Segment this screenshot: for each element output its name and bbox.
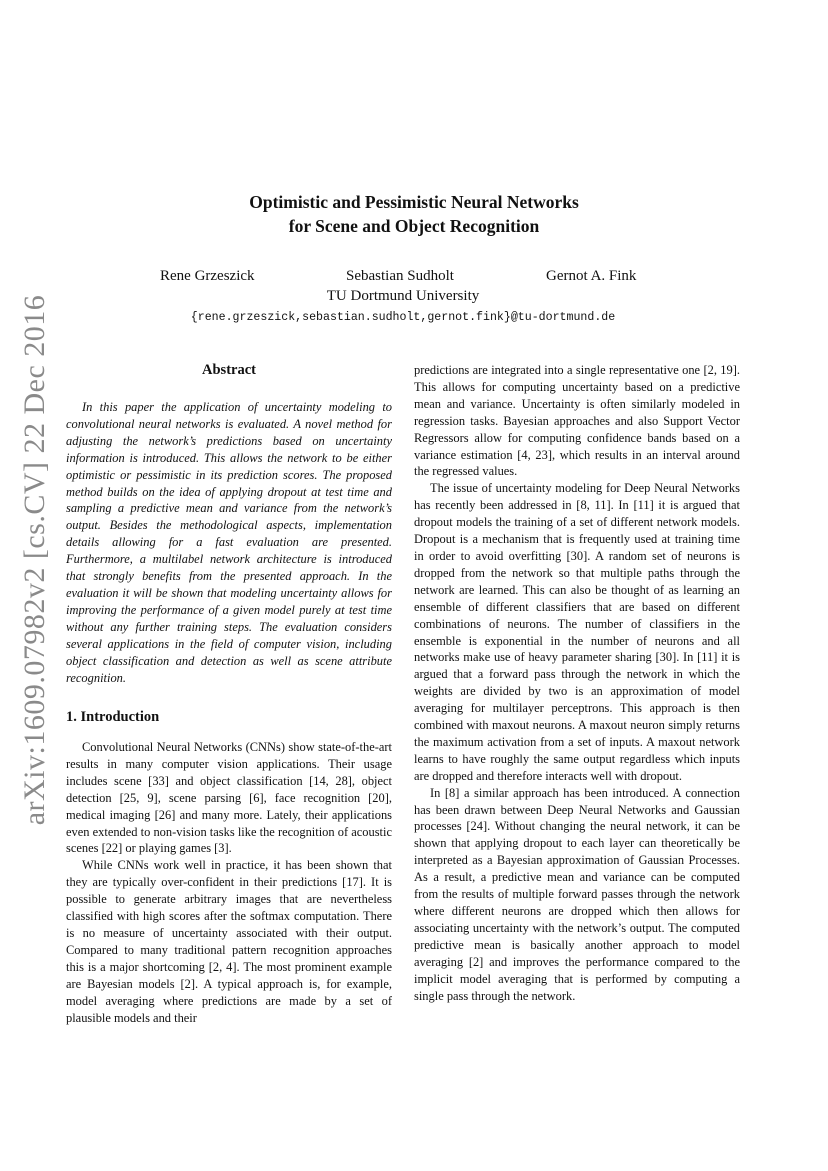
right-paragraph-3: In [8] a similar approach has been introduced. A connection has been drawn between Deep Neural Networks and Gaussian processes [24]. Without changing the neural network, it can be shown that applying dropout to each layer can theoretically be interpreted as a Bayesian approximation of Gaussian Processes. As a result, a predictive mean and variance can be computed from the results of multiple forward passes through the network where different neurons are dropped which then allows for associating uncertainty with the network’s output. The computed predictive mean is basically another approach to model averaging [2] and improves the performance compared to the implicit model averaging that is performed by computing a single pass through the network. — [414, 785, 740, 1003]
right-column-body — [414, 362, 740, 1004]
paper-title — [0, 190, 828, 238]
arxiv-identifier: arXiv:1609.07982v2 [cs.CV] 22 Dec 2016 — [18, 294, 51, 826]
intro-paragraph-1: Convolutional Neural Networks (CNNs) show state-of-the-art results in many computer vision applications. Their usage includes scene [33] and object classification [14, 28], object detection [25, 9], scene parsing [6], face recognition [20], medical imaging [26] and many more. Lately, their applications even extended to non-vision tasks like the recognition of acoustic scenes [22] or playing games [3]. — [66, 740, 392, 856]
author-2: Sebastian Sudholt — [346, 268, 454, 284]
author-3: Gernot A. Fink — [546, 268, 637, 284]
author-emails: {rene.grzeszick,sebastian.sudholt,gernot.fink}@tu-dortmund.de — [190, 311, 616, 324]
abstract-heading: Abstract — [202, 362, 256, 378]
abstract-body — [66, 399, 392, 686]
introduction-heading: 1. Introduction — [66, 709, 160, 725]
intro-paragraph-2: While CNNs work well in practice, it has been shown that they are typically over-confident in their predictions [17]. It is possible to generate arbitrary images that are nevertheless classified with high scores after the softmax computation. There is no measure of uncertainty associated with their output. Compared to many traditional pattern recognition approaches this is a major shortcoming [2, 4]. The most prominent example are Bayesian models [2]. A typical approach is, for example, model averaging where predictions are made by a set of plausible models and their — [66, 858, 392, 1025]
introduction-body — [66, 739, 392, 1026]
title-line-1: Optimistic and Pessimistic Neural Networks — [249, 192, 579, 212]
affiliation: TU Dortmund University — [326, 288, 480, 304]
abstract-paragraph: In this paper the application of uncertainty modeling to convolutional neural networks is evaluated. A novel method for adjusting the network’s predictions based on uncertainty information is introduced. This allows the network to be either optimistic or pessimistic in its prediction scores. The proposed method builds on the idea of applying dropout at test time and sampling a predictive mean and variance from the network’s output. Besides the methodological aspects, implementation details allowing for a fast evaluation are presented. Furthermore, a multilabel network architecture is introduced that strongly benefits from the presented approach. In the evaluation it will be shown that modeling uncertainty allows for improving the performance of a given model purely at test time without any further training steps. The evaluation considers several applications in the field of computer vision, including object classification and detection as well as scene attribute recognition. — [66, 400, 392, 685]
right-paragraph-2: The issue of uncertainty modeling for Deep Neural Networks has recently been addressed in [8, 11]. In [11] it is argued that dropout models the training of a set of different network models. Dropout is a mechanism that is frequently used at training time in order to avoid overfitting [30]. A random set of neurons is dropped from the network so that multiple paths through the network are learned. This can also be thought of as learning an ensemble of different classifiers that are based on different combinations of neurons. The number of classifiers in the ensemble is exponential in the number of neurons and all networks make use of heavy parameter sharing [30]. In [11] it is argued that a forward pass through the network in which the weights are divided by two is an approximation of model averaging for multilayer perceptrons. This approach is then combined with maxout neurons. A maxout neuron simply returns the maximum activation from a set of inputs. A maxout network learns to have roughly the same output regardless which inputs are dropped and therefore interacts well with dropout. — [414, 481, 740, 783]
title-line-2: for Scene and Object Recognition — [288, 216, 540, 236]
right-paragraph-1: predictions are integrated into a single representative one [2, 19]. This allows for computing uncertainty based on a predictive mean and variance. Uncertainty is often similarly modeled in regression tasks. Bayesian approaches and also Support Vector Regressors allow for computing confidence bands based on a variance estimation [4, 23], which results in an interval around the regressed values. — [414, 363, 740, 479]
author-1: Rene Grzeszick — [160, 268, 255, 284]
